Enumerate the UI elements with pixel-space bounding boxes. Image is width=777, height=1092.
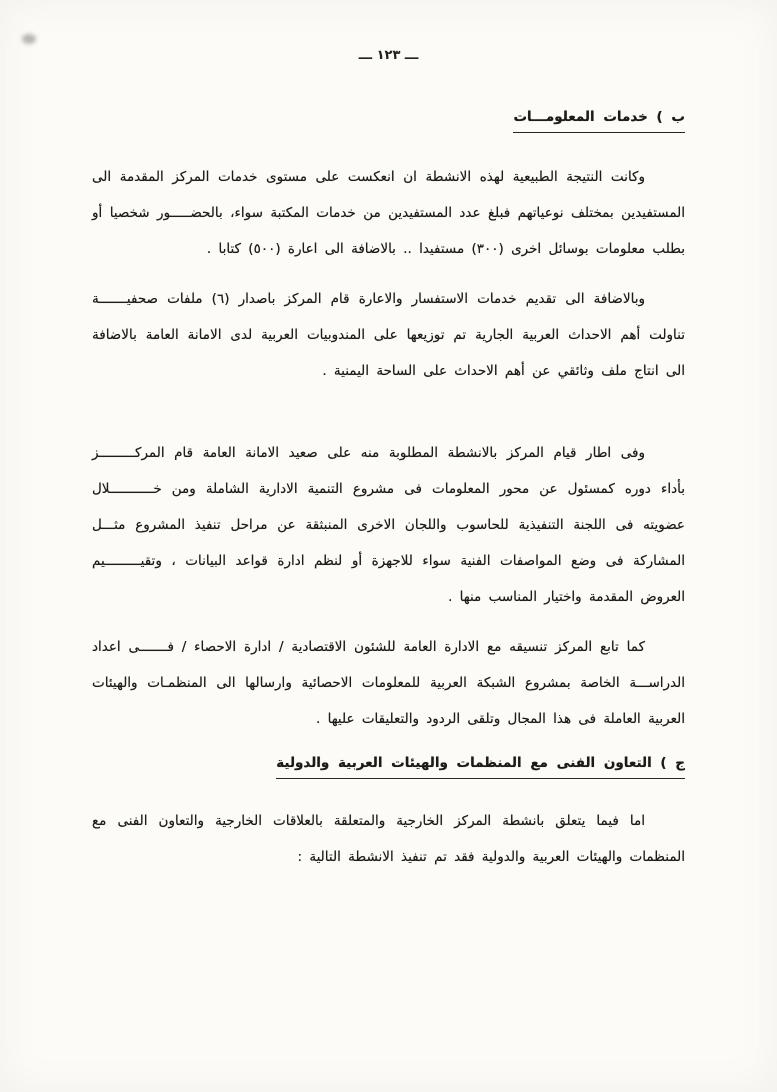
paragraph-statistical-network: كما تابع المركز تنسيقه مع الادارة العامة للشئون الاقتصادية / ادارة الاحصاء / فـــــــى اعداد الدراســـة الخاصة بمشروع الشبكة العربية للمعلومات الاحصائية وارسالها الى المنظمـات والهيئات العربية العاملة فى هذا المجال وتلقى الردود والتعليقات عليها . [92, 639, 685, 727]
section-heading-b-text: ب ) خدمات المعلومـــات [513, 109, 685, 133]
section-heading-c [92, 755, 685, 779]
page-number: ـــ ١٢٣ ـــ [358, 48, 419, 63]
scan-artifact [22, 34, 36, 44]
paragraph-information-services-1: وكانت النتيجة الطبيعية لهذه الانشطة ان انعكست على مستوى خدمات المركز المقدمة الى المستفيدين بمختلف نوعياتهم فبلغ عدد المستفيدين من خدمات المكتبة سواء، بالحضـــــور شخصيا أو بطلب معلومات بوسائل اخرى (٣٠٠) مستفيدا .. بالاضافة الى اعارة (٥٠٠) كتابا . [92, 169, 685, 257]
section-heading-b [92, 109, 685, 133]
paragraph-external-cooperation: اما فيما يتعلق بانشطة المركز الخارجية والمتعلقة بالعلاقات الخارجية والتعاون الفنى مع المنظمات والهيئات العربية والدولية فقد تم تنفيذ الانشطة التالية : [92, 813, 685, 865]
section-heading-c-text: ج ) التعاون الفنى مع المنظمات والهيئات العربية والدولية [276, 755, 685, 779]
paragraph-information-services-2: وبالاضافة الى تقديم خدمات الاستفسار والاعارة قام المركز باصدار (٦) ملفات صحفيـــــــة تناولت أهم الاحداث العربية الجارية تم توزيعها على المندوبيات العربية لدى الامانة العامة بالاضافة الى انتاج ملف وثائقي عن أهم الاحداث على الساحة اليمنية . [92, 291, 685, 379]
paragraph-center-activities: وفى اطار قيام المركز بالانشطة المطلوبة منه على صعيد الامانة العامة قام المركـــــــــز بأداء دوره كمسئول عن محور المعلومات فى مشروع التنمية الادارية الشاملة ومن خـــــــــــلال عضويته فى اللجنة التنفيذية للحاسوب واللجان الاخرى المنبثقة عن مراحل تنفيذ المشروع مثـــل المشاركة فى وضع المواصفات الفنية سواء للاجهزة أو لنظم ادارة قواعد البيانات ، وتقيـــــــــيم العروض المقدمة واختيار المناسب منها . [92, 445, 685, 605]
